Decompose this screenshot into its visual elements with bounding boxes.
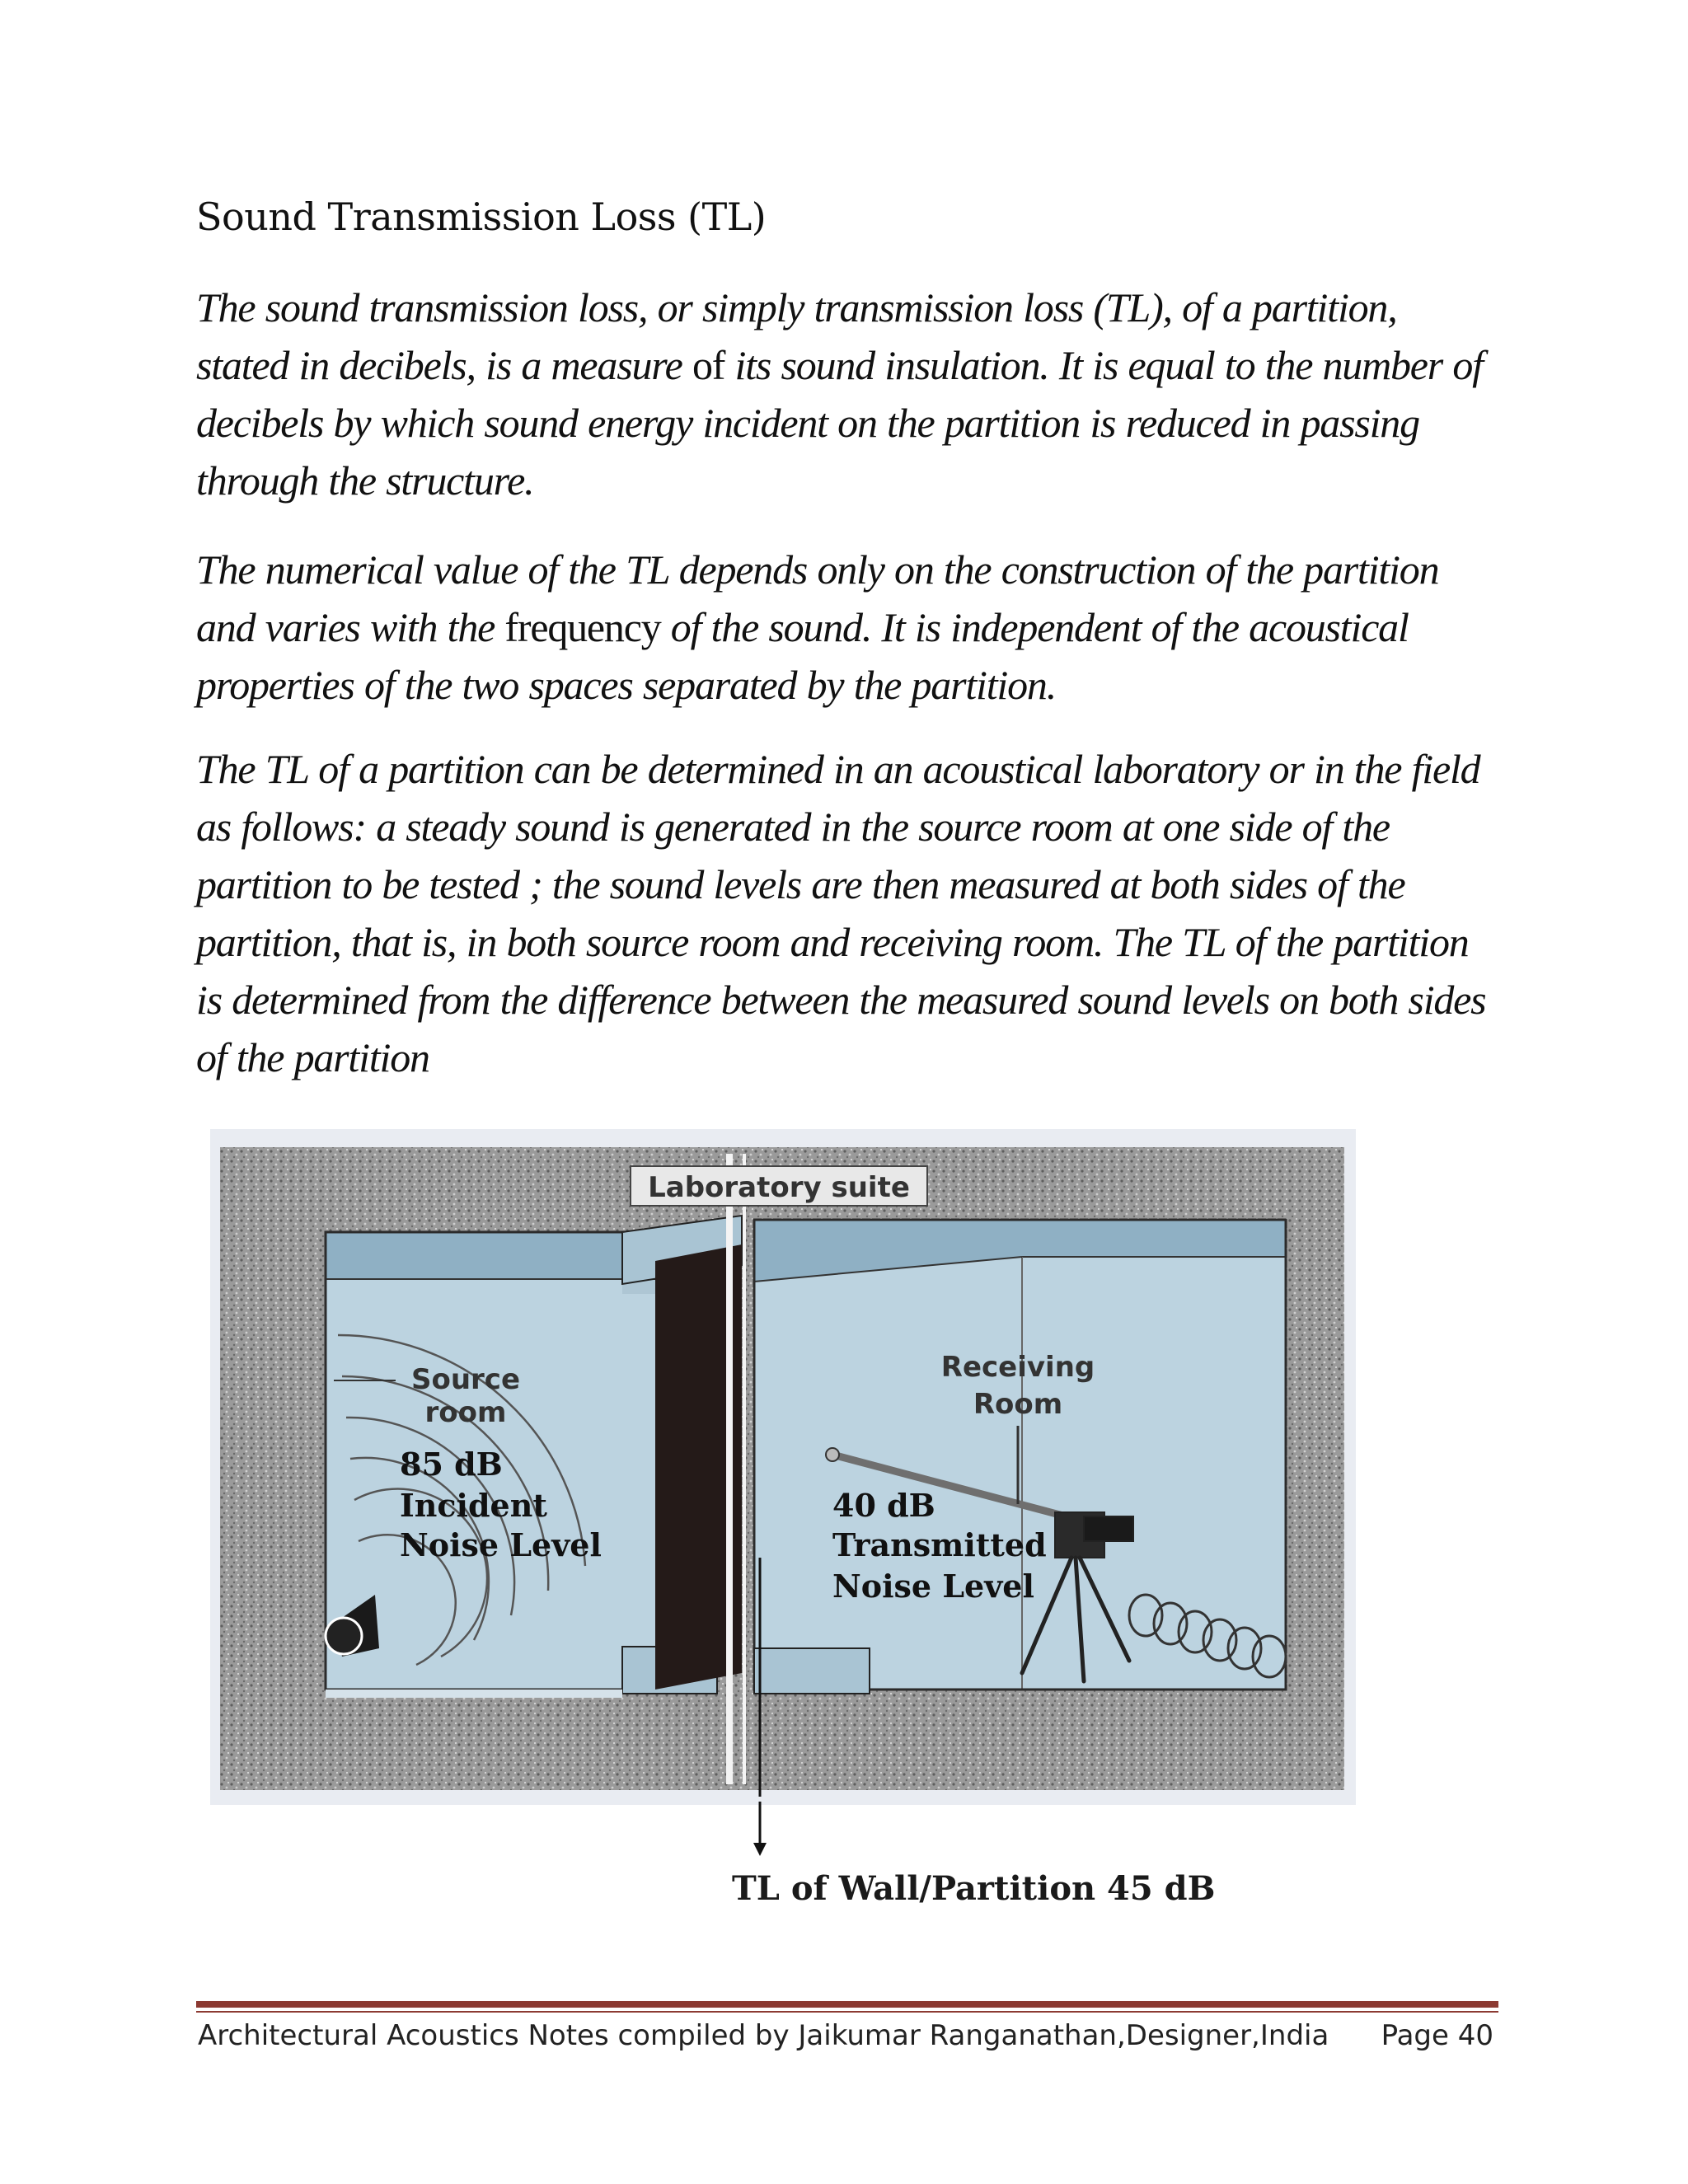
receiving-room-label-line1: Receiving (940, 1351, 1095, 1384)
figure-caption: TL of Wall/Partition 45 dB (732, 1869, 1216, 1908)
incident-level-line3: Noise Level (400, 1526, 602, 1563)
paragraph-dependence (196, 541, 1498, 714)
source-room-label-line2: room (424, 1396, 507, 1429)
paragraph-measurement: The TL of a partition can be determined in an acoustical laboratory or in the field as follows: a steady sound is generated in the source room at one side of the partition to be tested ; the sound levels are then measured at both sides of the partition, that is, in both source room and receiving room. The TL of the partition is determined from the difference between the measured sound levels on both sides of the partition (196, 746, 1486, 1080)
laboratory-suite-figure (210, 1129, 1356, 1805)
transmitted-level-line3: Noise Level (832, 1568, 1034, 1605)
p1-text-b: of (692, 342, 725, 388)
page-number: Page 40 (1381, 2019, 1493, 2052)
laboratory-suite-label: Laboratory suite (648, 1171, 910, 1204)
laboratory-suite-diagram (210, 1129, 1356, 1805)
footer-rule-thin (196, 2011, 1498, 2013)
p1-text-c: its sound insulation. It is equal to the number of decibels by which sound energy incident on the partition is reduced in passing through the structure. (196, 342, 1483, 504)
incident-level-line2: Incident (400, 1487, 547, 1524)
p2-text-c: of the sound. It is independent of the acoustical properties of the two spaces separated by the partition. (196, 604, 1409, 708)
footer-rule (196, 2001, 1498, 2008)
source-room-label-line1: Source (410, 1363, 521, 1396)
transmitted-level-line2: Transmitted (832, 1526, 1047, 1563)
section-heading: Sound Transmission Loss (TL) (196, 194, 767, 239)
paragraph-definition (196, 279, 1498, 509)
p1-text-a: The sound transmission loss, or simply transmission loss (TL), of a partition, stated in decibels, is a measure (196, 284, 1397, 388)
tl-arrow-icon (742, 1802, 783, 1859)
receiving-room-label-line2: Room (973, 1388, 1063, 1421)
p2-text-b: frequency (504, 604, 661, 650)
transmitted-level-value: 40 dB (832, 1487, 935, 1524)
incident-level-value: 85 dB (400, 1446, 503, 1483)
source-room-back-wall (326, 1232, 701, 1690)
footer-credit: Architectural Acoustics Notes compiled by Jaikumar Ranganathan,Designer,India (198, 2019, 1329, 2052)
source-room-ceiling (326, 1232, 659, 1279)
p2-text-a: The numerical value of the TL depends only on the construction of the partition and varies with the (196, 546, 1439, 650)
